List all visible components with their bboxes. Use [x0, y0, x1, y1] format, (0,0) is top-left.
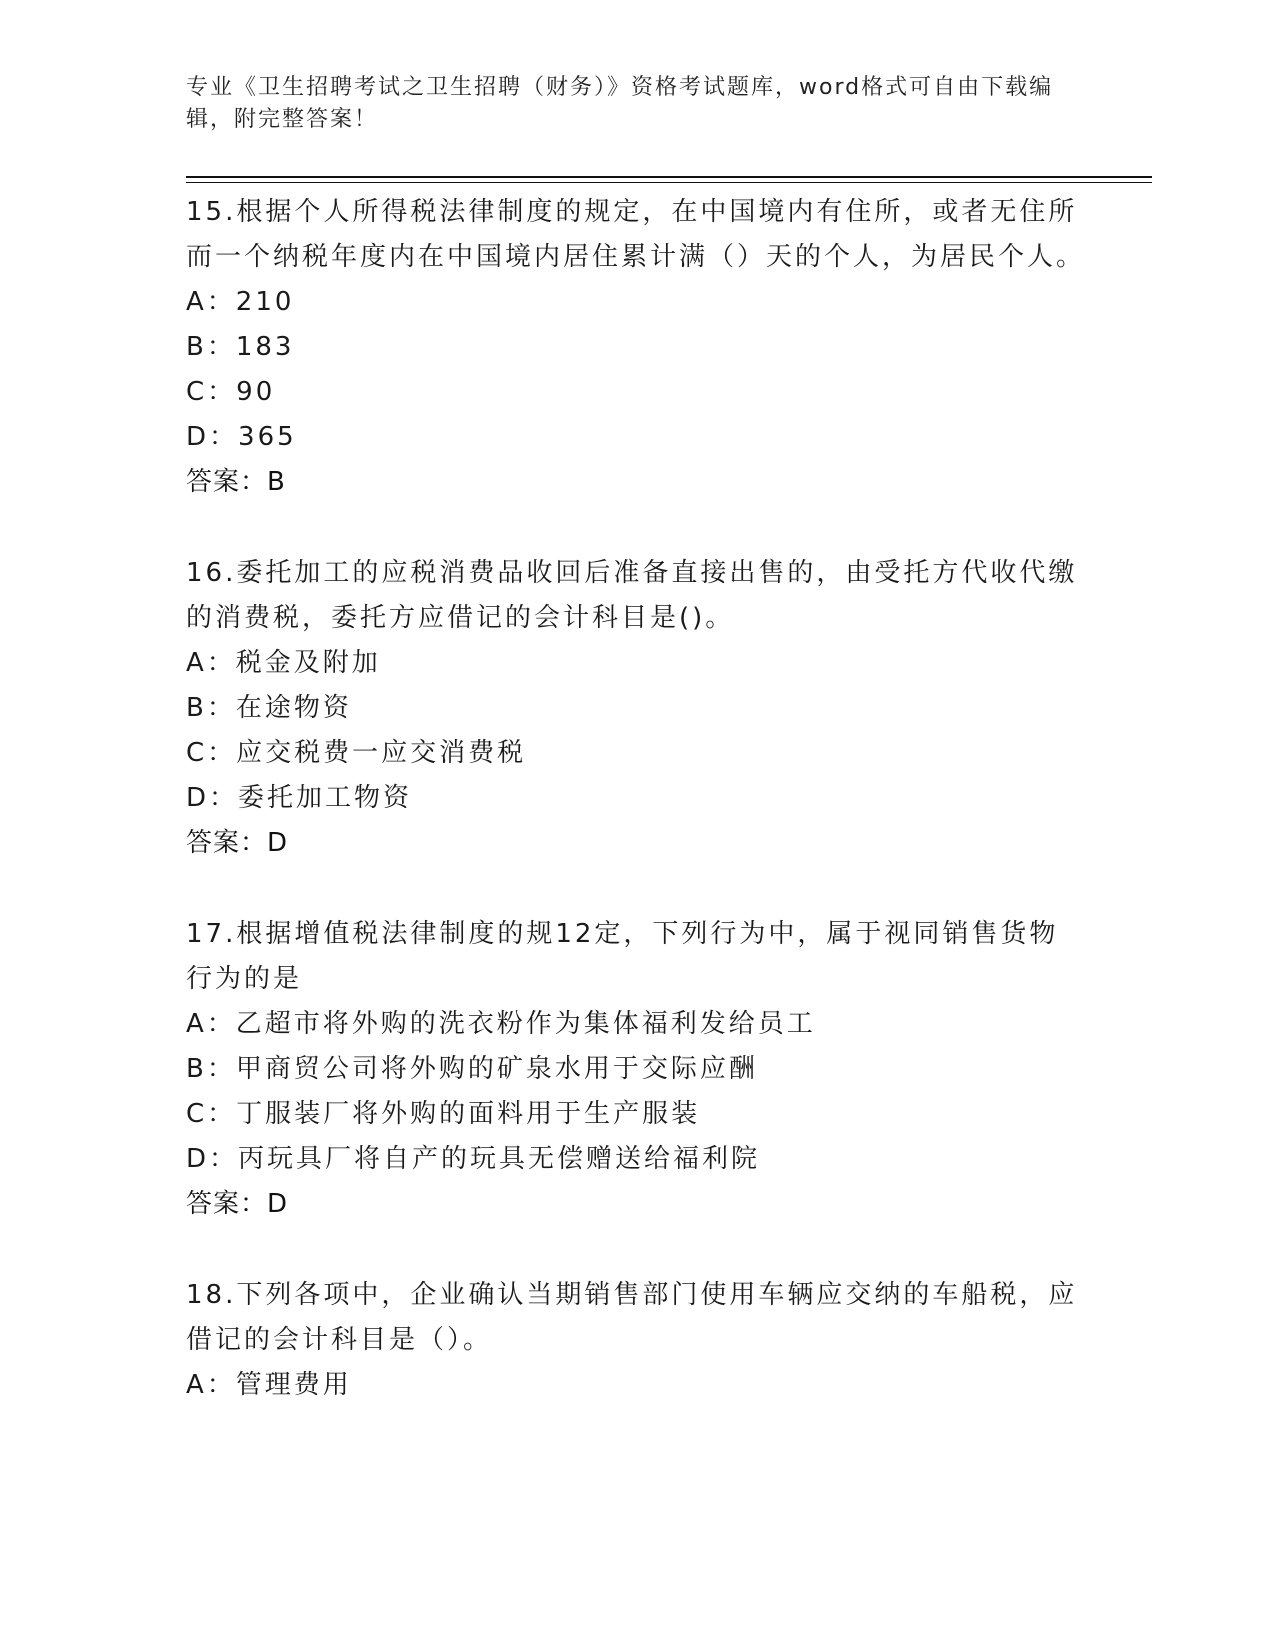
option-a: A：管理费用 — [186, 1370, 352, 1400]
question-gap — [186, 1227, 1086, 1273]
header-divider-thick — [186, 176, 1152, 178]
option-d: D：365 — [186, 422, 297, 452]
option-b: B：在途物资 — [186, 693, 352, 723]
option-b: B：183 — [186, 332, 295, 362]
option-c: C：丁服装厂将外购的面料用于生产服装 — [186, 1099, 701, 1129]
question-text: 15.根据个人所得税法律制度的规定，在中国境内有住所，或者无住所而一个纳税年度内在中国境内居住累计满（）天的个人，为居民个人。 — [186, 197, 1086, 272]
answer: 答案：B — [186, 467, 286, 497]
answer: 答案：D — [186, 1189, 289, 1219]
header-divider-thin — [186, 182, 1152, 183]
option-c: C：应交税费一应交消费税 — [186, 738, 527, 768]
option-a: A：210 — [186, 287, 295, 317]
option-a: A：税金及附加 — [186, 648, 381, 678]
option-c: C：90 — [186, 377, 276, 407]
option-a: A：乙超市将外购的洗衣粉作为集体福利发给员工 — [186, 1009, 816, 1039]
question-gap — [186, 866, 1086, 912]
question-list — [186, 190, 1086, 1408]
option-b: B：甲商贸公司将外购的矿泉水用于交际应酬 — [186, 1054, 758, 1084]
option-d: D：丙玩具厂将自产的玩具无偿赠送给福利院 — [186, 1144, 761, 1174]
question-text: 17.根据增值税法律制度的规12定，下列行为中，属于视同销售货物行为的是 — [186, 919, 1059, 994]
question-17 — [186, 912, 1086, 1227]
question-gap — [186, 505, 1086, 551]
question-16 — [186, 551, 1086, 866]
document-header: 专业《卫生招聘考试之卫生招聘（财务）》资格考试题库，word格式可自由下载编辑，附完整答案！ — [186, 75, 1054, 132]
question-18 — [186, 1273, 1086, 1408]
answer: 答案：D — [186, 828, 289, 858]
question-text: 16.委托加工的应税消费品收回后准备直接出售的，由受托方代收代缴的消费税，委托方应借记的会计科目是()。 — [186, 558, 1078, 633]
question-text: 18.下列各项中，企业确认当期销售部门使用车辆应交纳的车船税，应借记的会计科目是（）。 — [186, 1280, 1078, 1355]
question-15 — [186, 190, 1086, 505]
option-d: D：委托加工物资 — [186, 783, 413, 813]
